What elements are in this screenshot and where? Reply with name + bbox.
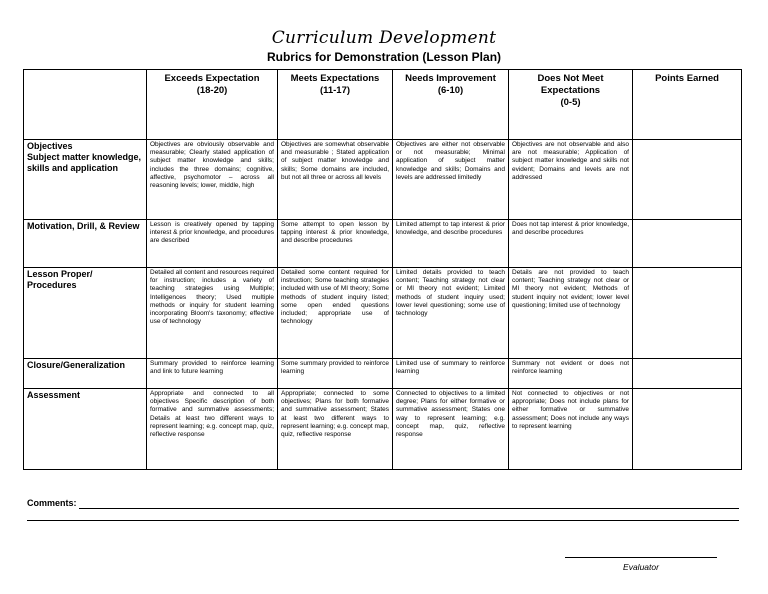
criterion-objectives [24,140,147,220]
evaluator-signature-line[interactable] [565,557,717,558]
cell-points-earned [633,389,742,470]
header-does-not-meet [509,70,633,140]
cell-meets: Detailed some content required for instruction; Some teaching strategies included with use of MI theory; Some methods of student inquiry listed; some open ended questions included; appropriate use of technology [278,268,393,359]
criterion-lesson-proper [24,268,147,359]
header-points-earned [633,70,742,140]
cell-exceeds: Detailed all content and resources required for instruction; includes a variety of teaching strategies using Multiple; Intelligences theory; Used multiple methods or inquiry for student learning incorporating Bloom's taxonomy; effective use of technology [147,268,278,359]
table-row [24,359,742,389]
header-points: (0-5) [560,97,581,108]
header-label: Meets Expectations [290,73,380,84]
cell-needs-improvement: Connected to objectives to a limited degree; Plans for either formative or summative assessment; States one way to represent learning; e.g. concept map, quiz, reflective response [393,389,509,470]
cell-meets: Some attempt to open lesson by tapping interest & prior knowledge, and describe procedures [278,220,393,268]
comments-label: Comments: [27,498,77,508]
cell-needs-improvement: Limited details provided to teach content; Teaching strategy not clear or MI theory not evident; Limited methods of student inquiry used; lower level questioning; some use of technology [393,268,509,359]
criterion-label: Motivation, Drill, & Review [27,221,140,231]
document-subtitle: Rubrics for Demonstration (Lesson Plan) [266,50,502,64]
cell-needs-improvement: Objectives are either not observable or not measurable; Minimal application of subject matter knowledge and skills; Domains and levels are addressed limitedly [393,140,509,220]
cell-does-not-meet: Does not tap interest & prior knowledge, and describe procedures [509,220,633,268]
header-points: (6-10) [437,85,464,96]
cell-meets: Some summary provided to reinforce learning [278,359,393,389]
header-points: (18-20) [196,85,228,96]
criterion-label: Closure/Generalization [27,360,126,370]
cell-points-earned [633,268,742,359]
criterion-assessment [24,389,147,470]
cell-points-earned [633,140,742,220]
cell-does-not-meet: Details are not provided to teach content; Teaching strategy not clear or MI theory not evident; Methods of student inquiry not evident; lower level questioning; limited use of technology [509,268,633,359]
header-label: Points Earned [655,73,719,84]
cell-points-earned [633,359,742,389]
table-row [24,268,742,359]
cell-exceeds: Summary provided to reinforce learning and link to future learning [147,359,278,389]
criterion-closure [24,359,147,389]
criterion-label: Lesson Proper/ Procedures [27,269,93,290]
header-meets [278,70,393,140]
document-title: Curriculum Development [271,28,497,48]
header-label: Needs Improvement [405,73,496,84]
cell-does-not-meet: Not connected to objectives or not appropriate; Does not include plans for either formative or summative assessment; Does not include any ways to represent learning [509,389,633,470]
table-row [24,389,742,470]
comments-line[interactable] [27,520,739,521]
header-row [24,70,742,140]
criterion-label: Assessment [27,390,81,400]
rubric-table [23,69,742,470]
cell-does-not-meet: Summary not evident or does not reinforce learning [509,359,633,389]
cell-needs-improvement: Limited attempt to tap interest & prior knowledge, and describe procedures [393,220,509,268]
cell-meets: Objectives are somewhat observable and measurable ; Stated application of subject matter knowledge and skills; Some domains are included, but not all three or across all levels [278,140,393,220]
header-points: (11-17) [319,85,351,96]
evaluator-label: Evaluator [623,562,659,572]
cell-exceeds: Lesson is creatively opened by tapping interest & prior knowledge, and procedures are described [147,220,278,268]
table-row [24,140,742,220]
cell-exceeds: Objectives are obviously observable and measurable; Clearly stated application of subject matter knowledge and skills; includes the three domains; cognitive, affective, psychomotor – across all reasoning levels; lower, middle, high [147,140,278,220]
header-blank [24,70,147,140]
cell-points-earned [633,220,742,268]
criterion-motivation [24,220,147,268]
cell-does-not-meet: Objectives are not observable and also are not measurable; Application of subject matter knowledge and skills not evident; Domains and levels are not addressed [509,140,633,220]
header-label: Does Not Meet Expectations [537,73,604,96]
table-row [24,220,742,268]
header-needs-improvement [393,70,509,140]
header-label: Exceeds Expectation [164,73,260,84]
criterion-sublabel: Subject matter knowledge, skills and application [27,152,142,173]
cell-meets: Appropriate; connected to some objectives; Plans for both formative and summative assessment; States at least two different ways to represent learning; e.g. concept map, quiz, reflective response [278,389,393,470]
criterion-label: Objectives [27,141,73,151]
comments-line[interactable] [79,508,739,509]
header-exceeds [147,70,278,140]
cell-needs-improvement: Limited use of summary to reinforce learning [393,359,509,389]
cell-exceeds: Appropriate and connected to all objectives Specific description of both formative and summative assessments; Details at least two different ways to represent learning; e.g. concept map, quiz, reflective response [147,389,278,470]
